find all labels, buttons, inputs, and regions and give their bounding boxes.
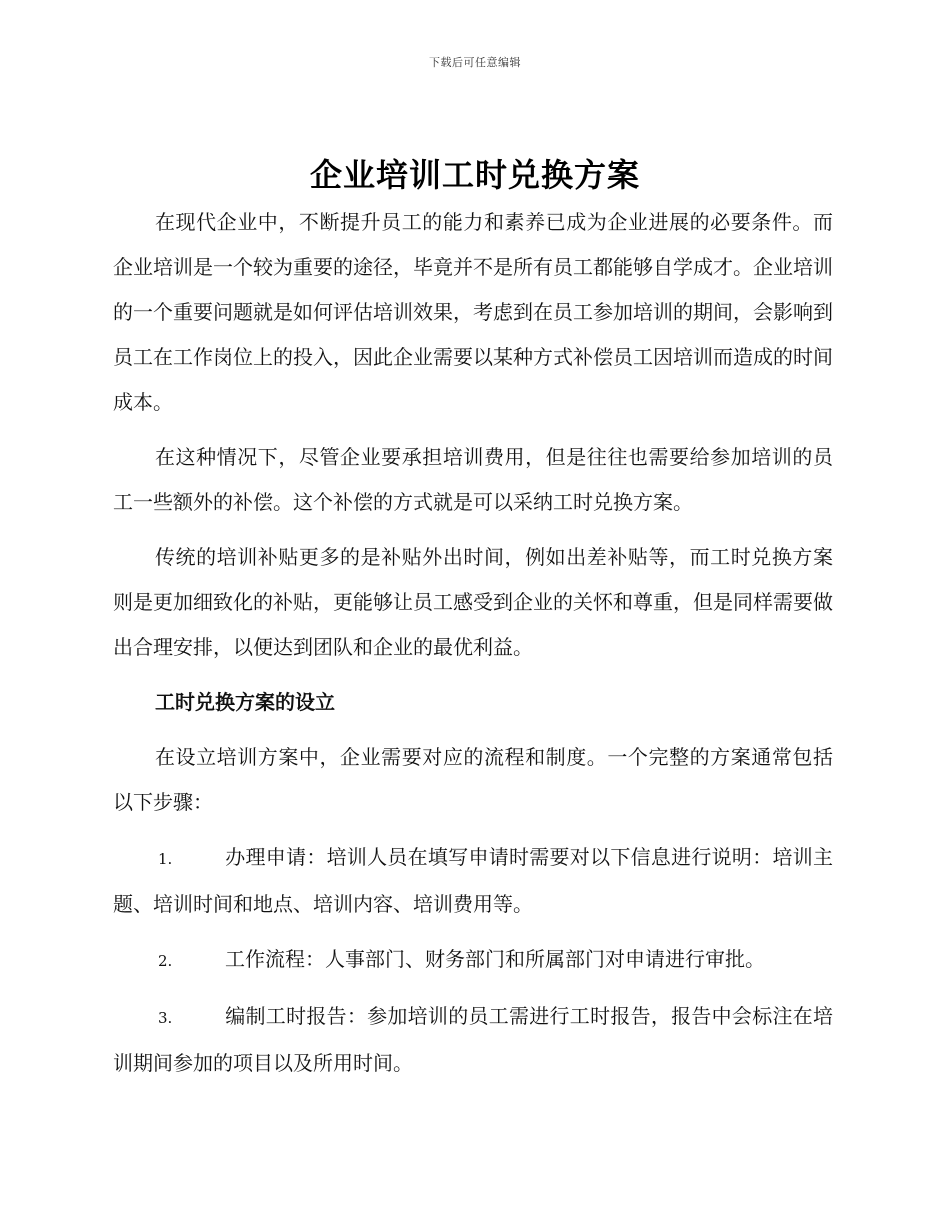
step-number: 1. [158,850,173,868]
step-item [113,937,833,984]
document-title: 企业培训工时兑换方案 [309,156,640,194]
header-note: 下载后可任意编辑 [429,56,521,69]
paragraph-compensation: 在这种情况下，尽管企业要承担培训费用，但是往往也需要给参加培训的员工一些额外的补偿。这个补偿的方式就是可以采纳工时兑换方案。 [113,445,833,514]
paragraph-intro: 在现代企业中，不断提升员工的能力和素养已成为企业进展的必要条件。而企业培训是一个较为重要的途径，毕竟并不是所有员工都能够自学成才。企业培训的一个重要问题就是如何评估培训效果，考虑到在员工参加培训的期间，会影响到员工在工作岗位上的投入，因此企业需要以某种方式补偿员工因培训而造成的时间成本。 [113,210,833,414]
step-text: 工作流程：人事部门、财务部门和所属部门对申请进行审批。 [225,947,765,971]
paragraph-traditional-subsidy: 传统的培训补贴更多的是补贴外出时间，例如出差补贴等，而工时兑换方案则是更加细致化的补贴，更能够让员工感受到企业的关怀和尊重，但是同样需要做出合理安排，以便达到团队和企业的最优利益。 [113,545,833,659]
step-text: 办理申请：培训人员在填写申请时需要对以下信息进行说明：培训主题、培训时间和地点、培训内容、培训费用等。 [113,845,833,916]
step-number: 2. [158,952,173,970]
step-text: 编制工时报告：参加培训的员工需进行工时报告，报告中会标注在培训期间参加的项目以及所用时间。 [113,1004,833,1075]
step-item [113,994,833,1086]
section-intro: 在设立培训方案中，企业需要对应的流程和制度。一个完整的方案通常包括以下步骤： [113,745,833,814]
step-item [113,835,833,927]
document-body [113,200,833,1096]
section-heading: 工时兑换方案的设立 [155,690,335,714]
step-number: 3. [158,1009,173,1027]
